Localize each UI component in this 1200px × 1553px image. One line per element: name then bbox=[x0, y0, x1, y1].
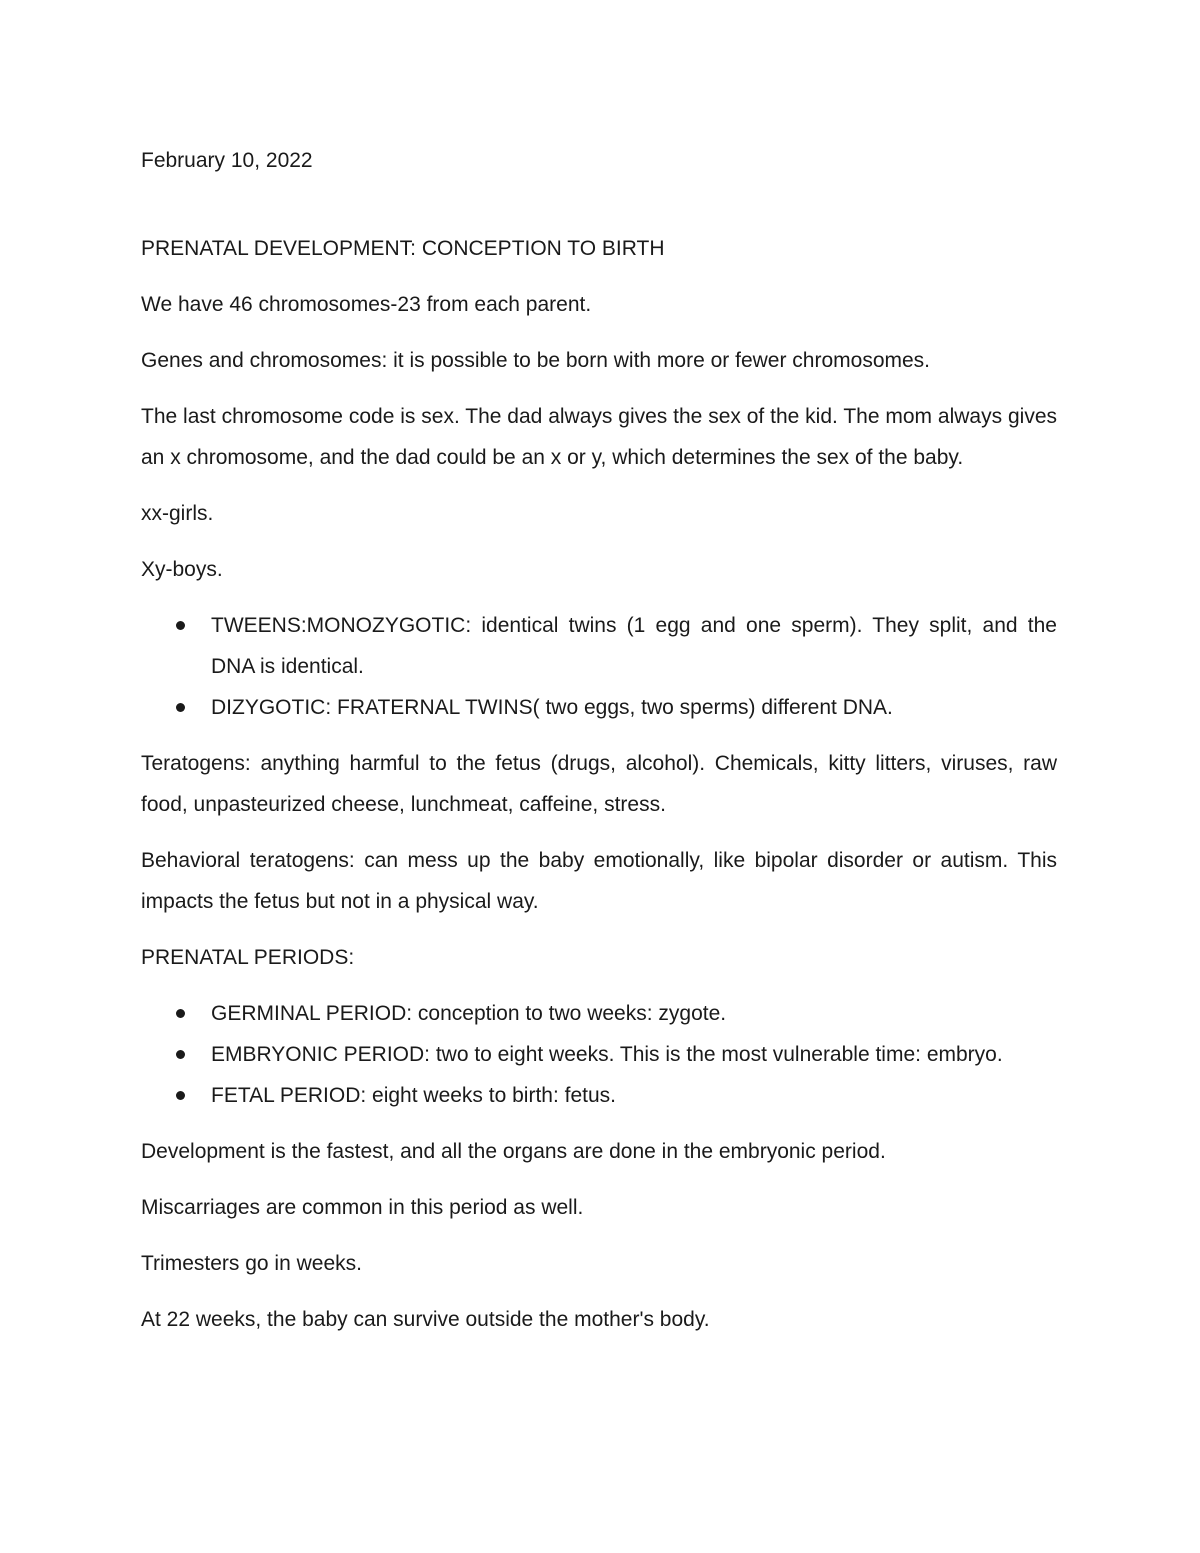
list-item bbox=[141, 605, 1057, 687]
paragraph-sex-chromosome: The last chromosome code is sex. The dad always gives the sex of the kid. The mom always gives an x chromosome, and the dad could be an x or y, which determines the sex of the baby. bbox=[141, 405, 1057, 469]
paragraph-trimesters: Trimesters go in weeks. bbox=[141, 1252, 362, 1275]
list-item bbox=[141, 687, 1057, 728]
paragraph-behavioral-teratogens: Behavioral teratogens: can mess up the baby emotionally, like bipolar disorder or autism. This impacts the fetus but not in a physical way. bbox=[141, 849, 1057, 913]
bullet-icon bbox=[176, 1009, 185, 1018]
paragraph-xy-boys: Xy-boys. bbox=[141, 558, 223, 581]
list-item-text: DIZYGOTIC: FRATERNAL TWINS( two eggs, two sperms) different DNA. bbox=[211, 696, 893, 719]
document-date: February 10, 2022 bbox=[141, 149, 313, 172]
periods-list bbox=[141, 993, 1057, 1116]
paragraph-genes-chromosomes: Genes and chromosomes: it is possible to be born with more or fewer chromosomes. bbox=[141, 349, 931, 372]
bullet-icon bbox=[176, 703, 185, 712]
paragraph-viability: At 22 weeks, the baby can survive outside the mother's body. bbox=[141, 1308, 710, 1331]
bullet-icon bbox=[176, 1091, 185, 1100]
paragraph-teratogens: Teratogens: anything harmful to the fetus (drugs, alcohol). Chemicals, kitty litters, viruses, raw food, unpasteurized cheese, lunchmeat, caffeine, stress. bbox=[141, 752, 1057, 816]
list-item-text: TWEENS:MONOZYGOTIC: identical twins (1 egg and one sperm). They split, and the DNA is identical. bbox=[211, 614, 1057, 678]
document-page bbox=[141, 140, 1057, 1355]
paragraph-miscarriages: Miscarriages are common in this period as well. bbox=[141, 1196, 584, 1219]
section-heading-prenatal-periods: PRENATAL PERIODS: bbox=[141, 946, 355, 969]
list-item-text: EMBRYONIC PERIOD: two to eight weeks. This is the most vulnerable time: embryo. bbox=[211, 1043, 1003, 1066]
document-title: PRENATAL DEVELOPMENT: CONCEPTION TO BIRTH bbox=[141, 237, 665, 260]
bullet-icon bbox=[176, 1050, 185, 1059]
list-item bbox=[141, 1075, 1057, 1116]
list-item bbox=[141, 993, 1057, 1034]
bullet-icon bbox=[176, 621, 185, 630]
paragraph-xx-girls: xx-girls. bbox=[141, 502, 214, 525]
twins-list bbox=[141, 605, 1057, 728]
paragraph-chromosome-count: We have 46 chromosomes-23 from each parent. bbox=[141, 293, 592, 316]
list-item-text: FETAL PERIOD: eight weeks to birth: fetus. bbox=[211, 1084, 616, 1107]
paragraph-development-fastest: Development is the fastest, and all the organs are done in the embryonic period. bbox=[141, 1140, 886, 1163]
list-item-text: GERMINAL PERIOD: conception to two weeks: zygote. bbox=[211, 1002, 727, 1025]
list-item bbox=[141, 1034, 1057, 1075]
